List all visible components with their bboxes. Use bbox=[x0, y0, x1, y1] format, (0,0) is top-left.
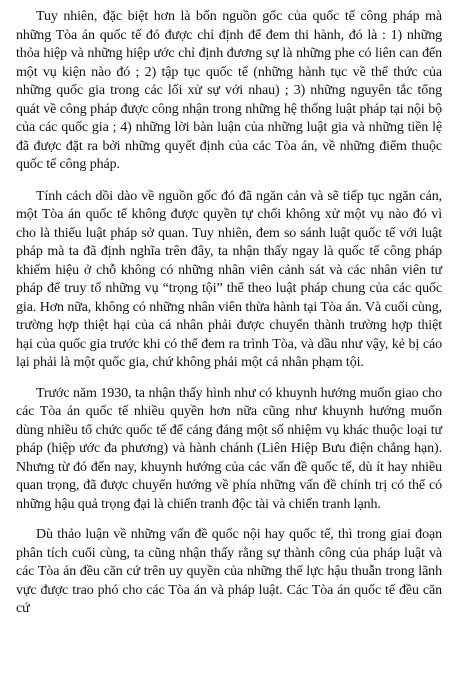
paragraph-trend-before-1930: Trước năm 1930, ta nhận thấy hình như có khuynh hướng muốn giao cho các Tòa án quốc tế nhiều quyền hơn nữa cũng như khuynh hướng muốn dùng nhiều tổ chức quốc tế để cáng đáng một số nhiệm vụ khác thuộc loại tư pháp (hiệp ước đa phương) và hành chánh (Liên Hiệp Bưu điện chẳng hạn). Nhưng từ đó đến nay, khuynh hướng của các vấn đề quốc tế, dù ít hay nhiều quan trọng, đã được chuyển hướng về phía những vấn đề chính trị có thể có những hậu quả trọng đại là chiến tranh độc tài và chiến tranh lạnh. bbox=[16, 385, 442, 512]
paragraph-sources-of-law: Tuy nhiên, đặc biệt hơn là bốn nguồn gốc của quốc tế công pháp mà những Tòa án quốc tế đó được chỉ định để đem thi hành, đó là : 1) những thỏa hiệp và những hiệp ước chỉ định đương sự là những phe có liên can đến một vụ kiện nào đó ; 2) tập tục quốc tế (những hành tục về thể thức của những quốc gia trong các lối xử sự với nhau) ; 3) những nguyên tắc tổng quát về công pháp được công nhận trong những hệ thống luật pháp tại nội bộ của các quốc gia ; 4) những lời bàn luận của những luật gia và những tiền lệ đã được đặt ra bởi những quyết định của các Tòa án, về những điểm thuộc quốc tế công pháp. bbox=[16, 9, 442, 172]
paragraph-limits-of-courts: Tính cách dồi dào về nguồn gốc đó đã ngăn cản và sẽ tiếp tục ngăn cản, một Tòa án quốc tế không được quyền tự chối không xử một vụ nào đó vì cho là thiếu luật pháp sở quan. Tuy nhiên, đem so sánh luật quốc tế với luật pháp mà ta đã định nghĩa trên đây, ta nhận thấy ngay là quốc tế công pháp khiếm hiệu ở chỗ không có những nhân viên cảnh sát và các nhân viên tư pháp để truy tố những vụ “trọng tội” thể theo luật pháp chung của các quốc gia. Hơn nữa, không có những nhân viên thừa hành tại Tòa án. Và cuối cùng, trường hợp thiệt hại của cá nhân phải được chuyển thành trường hợp thiệt hại của quốc gia trước khi có thể đem ra trình Tòa, và dầu như vậy, kẻ bị cáo lại phải là một quốc gia, chứ không phải một cá nhân phạm tội. bbox=[16, 188, 442, 370]
paragraph-authority-of-law: Dù thảo luận về những vấn đề quốc nội hay quốc tế, thì trong giai đoạn phân tích cuối cùng, ta cũng nhận thấy rằng sự thành công của pháp luật và các Tòa án đều căn cứ trên uy quyền của những thế lực hậu thuẫn trong lãnh vực được trao phó cho các Tòa án và pháp luật. Các Tòa án quốc tế đều căn cứ bbox=[16, 527, 442, 616]
